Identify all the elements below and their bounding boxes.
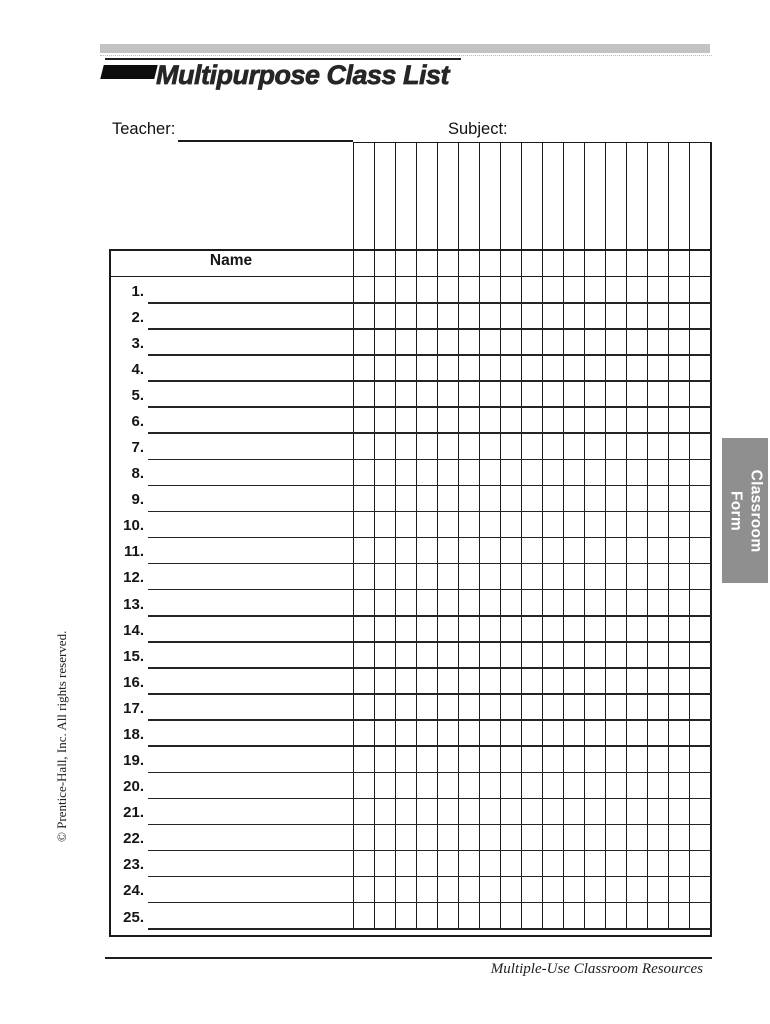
name-row-line[interactable] xyxy=(148,745,711,747)
row-number: 8. xyxy=(131,465,144,483)
grid-column xyxy=(417,143,438,928)
grid-column xyxy=(669,143,690,928)
grid-column xyxy=(522,143,543,928)
tab-label-line1: Classroom xyxy=(747,469,764,552)
teacher-blank-line[interactable] xyxy=(178,140,353,142)
name-row-line[interactable] xyxy=(148,902,711,904)
name-row-line[interactable] xyxy=(148,798,711,800)
row-number: 5. xyxy=(131,386,144,404)
footer-rule xyxy=(105,957,712,959)
grid-column xyxy=(459,143,480,928)
name-row-line[interactable] xyxy=(148,589,711,591)
row-number: 22. xyxy=(123,830,144,848)
grid-column xyxy=(627,143,648,928)
name-header-top-border xyxy=(109,249,711,251)
row-number: 7. xyxy=(131,439,144,457)
row-number: 3. xyxy=(131,334,144,352)
top-gray-bar xyxy=(100,44,710,53)
name-row-line[interactable] xyxy=(148,876,711,878)
grid-column xyxy=(564,143,585,928)
copyright-notice: © Prentice-Hall, Inc. All rights reserved. xyxy=(54,630,69,842)
page-title: Multipurpose Class List xyxy=(156,60,450,90)
name-row-line[interactable] xyxy=(148,432,711,434)
grid-column xyxy=(501,143,522,928)
table-right-border xyxy=(710,142,712,937)
name-row-line[interactable] xyxy=(148,511,711,513)
title-dash-icon xyxy=(100,65,157,79)
row-number: 6. xyxy=(131,412,144,430)
name-row-line[interactable] xyxy=(148,772,711,774)
tab-label-line2: Form xyxy=(727,490,744,531)
name-row-line[interactable] xyxy=(148,302,711,304)
row-number: 1. xyxy=(131,282,144,300)
row-number: 13. xyxy=(123,595,144,613)
name-row-line[interactable] xyxy=(148,615,711,617)
name-row-line[interactable] xyxy=(148,354,711,356)
name-header-bottom-border xyxy=(109,276,711,278)
classroom-form-tab-label xyxy=(722,438,768,583)
name-row-line[interactable] xyxy=(148,719,711,721)
row-number: 12. xyxy=(123,569,144,587)
name-row-line[interactable] xyxy=(148,459,711,461)
row-number: 19. xyxy=(123,752,144,770)
row-number: 21. xyxy=(123,804,144,822)
name-column-header: Name xyxy=(209,252,253,269)
name-row-line[interactable] xyxy=(148,485,711,487)
grid-column xyxy=(606,143,627,928)
name-row-line[interactable] xyxy=(148,380,711,382)
row-number: 20. xyxy=(123,778,144,796)
row-number: 18. xyxy=(123,725,144,743)
grid-column xyxy=(648,143,669,928)
row-number: 25. xyxy=(123,908,144,926)
row-number: 23. xyxy=(123,856,144,874)
grid-column xyxy=(543,143,564,928)
grid-column xyxy=(480,143,501,928)
grid-column xyxy=(690,143,711,928)
teacher-label: Teacher: xyxy=(112,120,176,138)
row-number: 17. xyxy=(123,699,144,717)
name-row-line[interactable] xyxy=(148,563,711,565)
top-dotted-rule xyxy=(100,55,712,56)
name-row-line[interactable] xyxy=(148,667,711,669)
row-number: 10. xyxy=(123,517,144,535)
row-number: 9. xyxy=(131,491,144,509)
name-row-line[interactable] xyxy=(148,406,711,408)
grid-column xyxy=(396,143,417,928)
grid-column xyxy=(354,143,375,928)
name-row-line[interactable] xyxy=(148,850,711,852)
row-number: 14. xyxy=(123,621,144,639)
name-row-line[interactable] xyxy=(148,693,711,695)
name-row-line[interactable] xyxy=(148,328,711,330)
table-bottom-border xyxy=(109,935,711,937)
grid-column xyxy=(585,143,606,928)
attendance-grid[interactable] xyxy=(353,142,711,928)
grid-column xyxy=(438,143,459,928)
classroom-form-tab[interactable] xyxy=(722,438,768,583)
name-row-line[interactable] xyxy=(148,641,711,643)
row-number: 4. xyxy=(131,360,144,378)
name-row-line[interactable] xyxy=(148,928,711,930)
row-number: 24. xyxy=(123,882,144,900)
name-row-line[interactable] xyxy=(148,824,711,826)
row-number: 2. xyxy=(131,308,144,326)
name-row-line[interactable] xyxy=(148,537,711,539)
subject-label: Subject: xyxy=(448,120,508,138)
footer-source-title: Multiple-Use Classroom Resources xyxy=(490,961,703,977)
row-number: 11. xyxy=(123,543,144,561)
row-number: 15. xyxy=(123,647,144,665)
grid-column xyxy=(375,143,396,928)
row-number: 16. xyxy=(123,673,144,691)
